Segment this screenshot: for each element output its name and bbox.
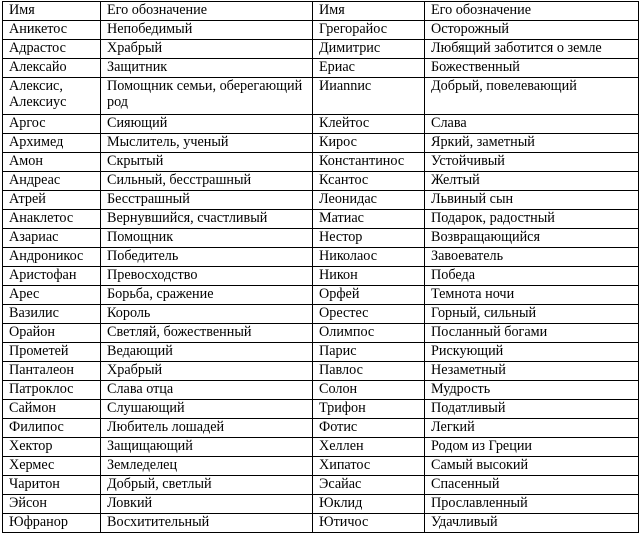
meaning-cell: Удачливый bbox=[425, 514, 639, 533]
name-cell: Панталеон bbox=[3, 362, 101, 381]
meaning-cell: Любящий заботится о земле bbox=[425, 40, 639, 59]
meaning-cell: Податливый bbox=[425, 400, 639, 419]
table-row bbox=[3, 514, 639, 533]
name-cell: Эйсон bbox=[3, 495, 101, 514]
name-cell: Парис bbox=[313, 343, 425, 362]
name-cell: Аргос bbox=[3, 115, 101, 134]
name-cell: Грегорайос bbox=[313, 21, 425, 40]
name-cell: Солон bbox=[313, 381, 425, 400]
name-cell: Амон bbox=[3, 153, 101, 172]
meaning-cell: Ведающий bbox=[101, 343, 313, 362]
meaning-cell: Мыслитель, ученый bbox=[101, 134, 313, 153]
name-cell: Аристофан bbox=[3, 267, 101, 286]
meaning-cell: Слава отца bbox=[101, 381, 313, 400]
table-row bbox=[3, 134, 639, 153]
name-cell: Саймон bbox=[3, 400, 101, 419]
name-cell: Хермес bbox=[3, 457, 101, 476]
name-cell: Кирос bbox=[313, 134, 425, 153]
meaning-cell: Божественный bbox=[425, 59, 639, 78]
table-row bbox=[3, 172, 639, 191]
name-cell: Вазилис bbox=[3, 305, 101, 324]
name-cell: Фотис bbox=[313, 419, 425, 438]
name-cell: Ксантос bbox=[313, 172, 425, 191]
name-cell: Патроклос bbox=[3, 381, 101, 400]
name-cell: Матиас bbox=[313, 210, 425, 229]
meaning-cell: Подарок, радостный bbox=[425, 210, 639, 229]
table-row bbox=[3, 476, 639, 495]
meaning-cell: Самый высокий bbox=[425, 457, 639, 476]
meaning-cell: Темнота ночи bbox=[425, 286, 639, 305]
greek-names-table bbox=[2, 1, 639, 533]
name-cell: Клейтос bbox=[313, 115, 425, 134]
name-cell: Константинос bbox=[313, 153, 425, 172]
table-row bbox=[3, 21, 639, 40]
table-row bbox=[3, 153, 639, 172]
table-row bbox=[3, 400, 639, 419]
meaning-cell: Родом из Греции bbox=[425, 438, 639, 457]
meaning-cell: Посланный богами bbox=[425, 324, 639, 343]
name-cell: Арес bbox=[3, 286, 101, 305]
meaning-cell: Вернувшийся, счастливый bbox=[101, 210, 313, 229]
column-header-name: Имя bbox=[3, 2, 101, 21]
meaning-cell: Светляй, божественный bbox=[101, 324, 313, 343]
name-cell: Олимпос bbox=[313, 324, 425, 343]
meaning-cell: Превосходство bbox=[101, 267, 313, 286]
name-cell: Адрастос bbox=[3, 40, 101, 59]
table-row bbox=[3, 286, 639, 305]
table-row bbox=[3, 457, 639, 476]
meaning-cell: Победитель bbox=[101, 248, 313, 267]
table-row bbox=[3, 248, 639, 267]
column-header-name: Имя bbox=[313, 2, 425, 21]
table-row bbox=[3, 343, 639, 362]
name-cell: Атрей bbox=[3, 191, 101, 210]
table-row bbox=[3, 324, 639, 343]
meaning-cell: Любитель лошадей bbox=[101, 419, 313, 438]
meaning-cell: Восхитительный bbox=[101, 514, 313, 533]
meaning-cell: Горный, сильный bbox=[425, 305, 639, 324]
name-cell: Орестес bbox=[313, 305, 425, 324]
meaning-cell: Слушающий bbox=[101, 400, 313, 419]
meaning-cell: Сильный, бесстрашный bbox=[101, 172, 313, 191]
header-row bbox=[3, 2, 639, 21]
meaning-cell: Помощник bbox=[101, 229, 313, 248]
meaning-cell: Непобедимый bbox=[101, 21, 313, 40]
table-row bbox=[3, 305, 639, 324]
name-cell: Павлос bbox=[313, 362, 425, 381]
meaning-cell: Добрый, светлый bbox=[101, 476, 313, 495]
meaning-cell: Возвращающийся bbox=[425, 229, 639, 248]
table-row bbox=[3, 210, 639, 229]
meaning-cell: Львиный сын bbox=[425, 191, 639, 210]
table-row bbox=[3, 381, 639, 400]
name-cell: Прометей bbox=[3, 343, 101, 362]
column-header-meaning: Его обозначение bbox=[425, 2, 639, 21]
meaning-cell: Устойчивый bbox=[425, 153, 639, 172]
meaning-cell: Желтый bbox=[425, 172, 639, 191]
meaning-cell: Ловкий bbox=[101, 495, 313, 514]
name-cell: Андреас bbox=[3, 172, 101, 191]
meaning-cell: Скрытый bbox=[101, 153, 313, 172]
meaning-cell: Легкий bbox=[425, 419, 639, 438]
table-row bbox=[3, 78, 639, 115]
name-cell: Хеллен bbox=[313, 438, 425, 457]
name-cell: Трифон bbox=[313, 400, 425, 419]
meaning-cell: Яркий, заметный bbox=[425, 134, 639, 153]
table-body bbox=[3, 21, 639, 533]
table-row bbox=[3, 267, 639, 286]
meaning-cell: Спасенный bbox=[425, 476, 639, 495]
name-cell: Нестор bbox=[313, 229, 425, 248]
table-row bbox=[3, 229, 639, 248]
meaning-cell: Осторожный bbox=[425, 21, 639, 40]
name-cell: Архимед bbox=[3, 134, 101, 153]
meaning-cell: Победа bbox=[425, 267, 639, 286]
table-row bbox=[3, 40, 639, 59]
name-cell: Анаклетос bbox=[3, 210, 101, 229]
meaning-cell: Незаметный bbox=[425, 362, 639, 381]
meaning-cell: Рискующий bbox=[425, 343, 639, 362]
name-cell: Филипос bbox=[3, 419, 101, 438]
table-row bbox=[3, 115, 639, 134]
table-row bbox=[3, 419, 639, 438]
name-cell: Никон bbox=[313, 267, 425, 286]
name-cell: Эсайас bbox=[313, 476, 425, 495]
name-cell: Аникетос bbox=[3, 21, 101, 40]
name-cell: Ериас bbox=[313, 59, 425, 78]
meaning-cell: Храбрый bbox=[101, 40, 313, 59]
name-cell: Орфей bbox=[313, 286, 425, 305]
meaning-cell: Король bbox=[101, 305, 313, 324]
table-row bbox=[3, 191, 639, 210]
meaning-cell: Земледелец bbox=[101, 457, 313, 476]
meaning-cell: Сияющий bbox=[101, 115, 313, 134]
name-cell: Юклид bbox=[313, 495, 425, 514]
name-cell: Азариас bbox=[3, 229, 101, 248]
name-cell: Алексис, Алексиус bbox=[3, 78, 101, 115]
name-cell: Хипатос bbox=[313, 457, 425, 476]
column-header-meaning: Его обозначение bbox=[101, 2, 313, 21]
name-cell: Димитрис bbox=[313, 40, 425, 59]
name-cell: Хектор bbox=[3, 438, 101, 457]
meaning-cell: Завоеватель bbox=[425, 248, 639, 267]
meaning-cell: Защищающий bbox=[101, 438, 313, 457]
name-cell: Андроникос bbox=[3, 248, 101, 267]
name-cell: Алексайо bbox=[3, 59, 101, 78]
meaning-cell: Храбрый bbox=[101, 362, 313, 381]
table-row bbox=[3, 59, 639, 78]
name-cell: Ииannис bbox=[313, 78, 425, 115]
meaning-cell: Прославленный bbox=[425, 495, 639, 514]
name-cell: Орайон bbox=[3, 324, 101, 343]
meaning-cell: Борьба, сражение bbox=[101, 286, 313, 305]
name-cell: Николаос bbox=[313, 248, 425, 267]
meaning-cell: Помощник семьи, оберегающий род bbox=[101, 78, 313, 115]
meaning-cell: Защитник bbox=[101, 59, 313, 78]
meaning-cell: Слава bbox=[425, 115, 639, 134]
table-row bbox=[3, 362, 639, 381]
table-row bbox=[3, 438, 639, 457]
table-row bbox=[3, 495, 639, 514]
name-cell: Леонидас bbox=[313, 191, 425, 210]
meaning-cell: Добрый, повелевающий bbox=[425, 78, 639, 115]
meaning-cell: Бесстрашный bbox=[101, 191, 313, 210]
name-cell: Чаритон bbox=[3, 476, 101, 495]
meaning-cell: Мудрость bbox=[425, 381, 639, 400]
name-cell: Ютичос bbox=[313, 514, 425, 533]
name-cell: Юфранор bbox=[3, 514, 101, 533]
